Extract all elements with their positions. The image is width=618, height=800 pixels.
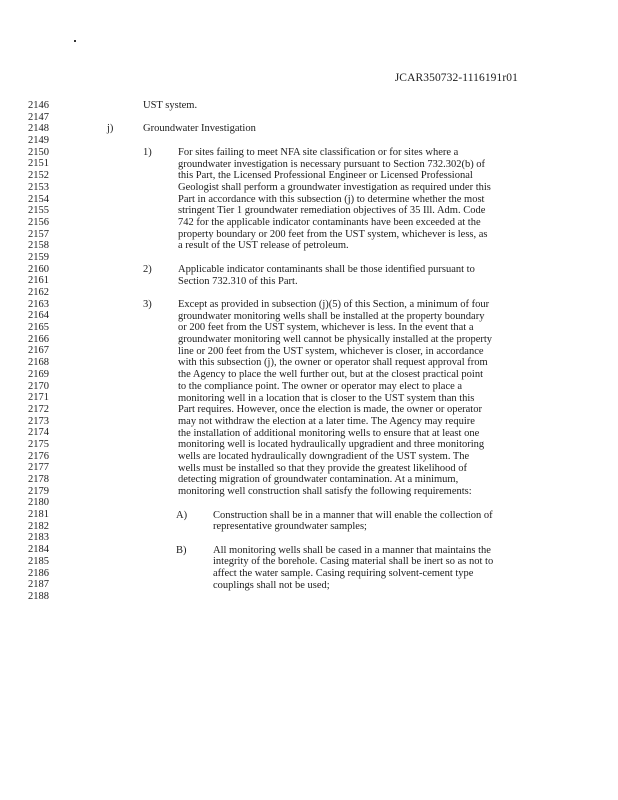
line-number: 2146 [28, 100, 49, 111]
line-number: 2148 [28, 123, 49, 135]
body-line: wells must be installed so that they provide the greatest likelihood of [178, 462, 467, 474]
line-number: 2163 [28, 298, 49, 310]
body-line: groundwater monitoring well cannot be physically installed at the property [178, 334, 493, 345]
line-number: 2154 [28, 193, 49, 205]
body-line: couplings shall not be used; [213, 579, 330, 591]
body-line: wells are located hydraulically downgradient of the UST system. The [178, 451, 470, 462]
continuation-text: UST system. [143, 100, 198, 111]
body-line: groundwater monitoring wells shall be installed at the property boundary [178, 310, 485, 322]
body-line: monitoring well is located hydraulically upgradient and three monitoring [178, 439, 485, 451]
line-number: 2166 [28, 333, 49, 345]
line-number: 2173 [28, 415, 49, 427]
item-a-label: A) [176, 509, 188, 521]
section-j-title: Groundwater Investigation [143, 123, 256, 135]
body-line: monitoring well construction shall satisfy the following requirements: [178, 486, 472, 498]
line-number: 2156 [28, 216, 49, 228]
body-line: All monitoring wells shall be cased in a manner that maintains the [213, 544, 491, 556]
line-number: 2179 [28, 485, 49, 497]
body-line: to the compliance point. The owner or operator may elect to place a [178, 380, 463, 392]
line-number: 2158 [28, 240, 49, 252]
body-line: a result of the UST release of petroleum. [178, 240, 349, 252]
line-number: 2178 [28, 474, 49, 485]
body-line: stringent Tier 1 groundwater remediation objectives of 35 Ill. Adm. Code [178, 205, 486, 217]
line-number: 2175 [28, 438, 49, 450]
line-number: 2168 [28, 357, 49, 369]
body-line: the Agency to place the well further out, but at the closest practical point [178, 369, 483, 381]
body-line: Construction shall be in a manner that will enable the collection of [213, 509, 493, 521]
body-line: Except as provided in subsection (j)(5) of this Section, a minimum of four [178, 298, 490, 310]
body-line: Part in accordance with this subsection (j) to determine whether the most [178, 193, 485, 205]
line-number: 2185 [28, 555, 49, 567]
line-number: 2174 [28, 427, 49, 439]
body-line: Geologist shall perform a groundwater investigation as required under this [178, 181, 491, 193]
line-number: 2171 [28, 392, 49, 404]
document-id-header: JCAR350732-1116191r01 [394, 72, 518, 84]
line-number: 2167 [28, 345, 49, 357]
line-number: 2183 [28, 532, 49, 544]
body-line: 742 for the applicable indicator contaminants have been exceeded at the [178, 217, 481, 228]
body-line: Part requires. However, once the election is made, the owner or operator [178, 404, 482, 416]
line-number: 2187 [28, 579, 49, 591]
body-line: Applicable indicator contaminants shall be those identified pursuant to [178, 263, 475, 275]
item-2-label: 2) [143, 263, 152, 275]
line-number: 2184 [28, 544, 49, 556]
line-number: 2157 [28, 228, 49, 240]
body-line: representative groundwater samples; [213, 521, 367, 533]
body-line: affect the water sample. Casing requiring solvent-cement type [213, 568, 474, 579]
line-number-column [28, 100, 68, 603]
body-line: line or 200 feet from the UST system, whichever is closer, in accordance [178, 345, 484, 357]
line-number: 2172 [28, 403, 49, 415]
line-number: 2180 [28, 497, 49, 509]
body-line: or 200 feet from the UST system, whichever is less. In the event that a [178, 322, 474, 334]
body-line: Section 732.310 of this Part. [178, 275, 298, 287]
line-number: 2176 [28, 450, 49, 462]
line-number: 2152 [28, 170, 49, 182]
item-3-label: 3) [143, 298, 152, 310]
body-line: integrity of the borehole. Casing material shall be inert so as not to [213, 556, 494, 568]
body-line: may not withdraw the election at a later time. The Agency may require [178, 415, 475, 427]
body-line: this Part, the Licensed Professional Engineer or Licensed Professional [178, 170, 473, 182]
section-j-label: j) [107, 123, 114, 135]
body-line: with this subsection (j), the owner or operator shall request approval from [178, 357, 488, 369]
line-number: 2181 [28, 509, 49, 521]
line-number: 2147 [28, 111, 49, 123]
line-number: 2177 [28, 462, 49, 474]
scan-speck [74, 40, 76, 42]
line-number: 2162 [28, 287, 49, 298]
line-number: 2188 [28, 590, 49, 602]
body-line: groundwater investigation is necessary pursuant to Section 732.302(b) of [178, 158, 486, 170]
line-number: 2150 [28, 146, 49, 158]
item-b-label: B) [176, 544, 187, 556]
line-number: 2164 [28, 310, 49, 322]
body-line: property boundary or 200 feet from the UST system, whichever is less, as [178, 228, 488, 240]
line-number: 2186 [28, 567, 49, 579]
line-number: 2159 [28, 251, 49, 263]
body-line: monitoring well in a location that is closer to the UST system than this [178, 392, 475, 404]
body-line: For sites failing to meet NFA site classification or for sites where a [178, 146, 459, 158]
body-line: detecting migration of groundwater contamination. At a minimum, [178, 474, 459, 486]
line-number: 2160 [28, 263, 49, 275]
body-line: the installation of additional monitoring wells to ensure that at least one [178, 427, 480, 439]
line-number: 2155 [28, 205, 49, 217]
line-number: 2149 [28, 135, 49, 147]
line-number: 2170 [28, 380, 49, 392]
line-number: 2151 [28, 158, 49, 170]
line-number: 2169 [28, 368, 49, 380]
line-number: 2161 [28, 275, 49, 287]
line-number: 2153 [28, 181, 49, 193]
item-1-label: 1) [143, 146, 152, 158]
line-number: 2165 [28, 322, 49, 334]
line-number: 2182 [28, 520, 49, 532]
